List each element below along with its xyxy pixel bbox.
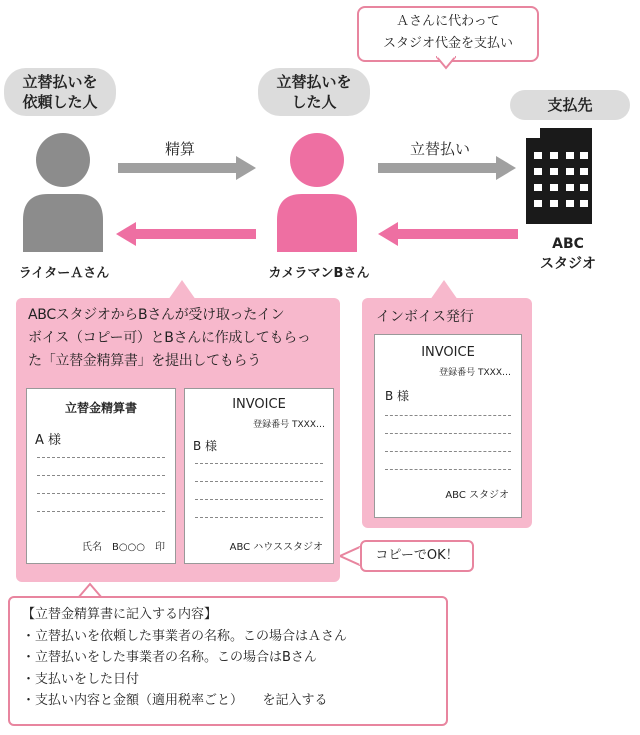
copy-ok-callout <box>360 540 474 572</box>
arrow-studio-to-b-invoice <box>378 222 518 246</box>
person-b-icon <box>272 132 362 252</box>
payment-note-line1: Ａさんに代わって <box>396 14 500 29</box>
invoice-copy-line <box>195 499 323 500</box>
advance-payment-label: 立替払い <box>410 140 471 158</box>
arrow-b-to-studio <box>378 156 518 180</box>
role-a-line1: 立替払いを <box>22 73 98 91</box>
statement-signature: 氏名 B○○○ 印 <box>81 542 165 553</box>
invoice-copy-reg: 登録番号 TXXX… <box>253 420 325 430</box>
arrow-b-to-a-invoice <box>116 222 256 246</box>
role-a-line2: 依頼した人 <box>22 93 98 111</box>
invoice-copy-doc <box>184 388 334 564</box>
invoice-issuer: ABC スタジオ <box>445 490 509 501</box>
invoice-copy-issuer: ABC ハウススタジオ <box>229 542 323 553</box>
statement-line <box>37 457 165 458</box>
contents-item: ・支払い内容と金額（適用税率ごと） を記入する <box>22 693 328 708</box>
copy-ok-text: コピーでOK！ <box>375 548 459 563</box>
submission-line1: ABCスタジオからBさんが受け取ったイン <box>28 307 285 323</box>
invoice-copy-line <box>195 463 323 464</box>
invoice-copy-line <box>195 481 323 482</box>
invoice-doc <box>374 334 522 518</box>
submission-line3: た「立替金精算書」を提出してもらう <box>28 353 261 369</box>
studio-name <box>528 234 608 274</box>
invoice-issue-header: インボイス発行 <box>376 309 474 325</box>
invoice-line <box>385 433 511 434</box>
person-a-name: ライターＡさん <box>18 266 110 281</box>
statement-title: 立替金精算書 <box>64 401 137 415</box>
building-icon <box>526 128 598 224</box>
callout-tail <box>436 56 456 70</box>
contents-item: ・支払いをした日付 <box>22 671 140 687</box>
statement-line <box>37 511 165 512</box>
settlement-statement-doc <box>26 388 176 564</box>
payment-note-line2: スタジオ代金を支払い <box>382 36 513 51</box>
role-bubble-a <box>4 68 116 116</box>
studio-name-line1: ABC <box>552 236 584 252</box>
statement-line <box>37 493 165 494</box>
role-b-line2: した人 <box>291 93 337 111</box>
submission-line2: ボイス（コピー可）とBさんに作成してもらっ <box>28 330 311 346</box>
role-bubble-b <box>258 68 370 116</box>
role-studio-label: 支払先 <box>547 96 593 114</box>
statement-contents-box <box>8 596 448 726</box>
copy-ok-tail <box>340 546 362 566</box>
invoice-line <box>385 451 511 452</box>
arrow-a-to-b <box>118 156 258 180</box>
invoice-copy-addressee: B 様 <box>193 439 218 453</box>
invoice-addressee: B 様 <box>385 389 410 403</box>
person-b-name: カメラマンBさん <box>268 266 370 281</box>
left-panel-tail <box>168 280 196 300</box>
statement-line <box>37 475 165 476</box>
payment-note-callout <box>357 6 539 62</box>
invoice-copy-line <box>195 517 323 518</box>
contents-item: ・立替払いをした事業者の名称。この場合はBさん <box>22 650 317 665</box>
person-a-icon <box>18 132 108 252</box>
invoice-copy-title: INVOICE <box>232 397 286 412</box>
invoice-reg: 登録番号 TXXX… <box>439 368 511 378</box>
contents-heading: 【立替金精算書に記入する内容】 <box>22 607 218 622</box>
invoice-issue-panel <box>362 298 532 528</box>
studio-name-line2: スタジオ <box>540 256 596 272</box>
role-bubble-studio <box>510 90 630 120</box>
submission-panel <box>16 298 340 582</box>
settlement-label: 精算 <box>165 140 196 158</box>
invoice-line <box>385 415 511 416</box>
invoice-title: INVOICE <box>421 345 475 360</box>
invoice-line <box>385 469 511 470</box>
role-b-line1: 立替払いを <box>276 73 352 91</box>
submission-text <box>28 304 334 373</box>
contents-item: ・立替払いを依頼した事業者の名称。この場合はＡさん <box>22 628 348 644</box>
right-panel-tail <box>430 280 458 300</box>
statement-addressee: A 様 <box>35 433 62 448</box>
